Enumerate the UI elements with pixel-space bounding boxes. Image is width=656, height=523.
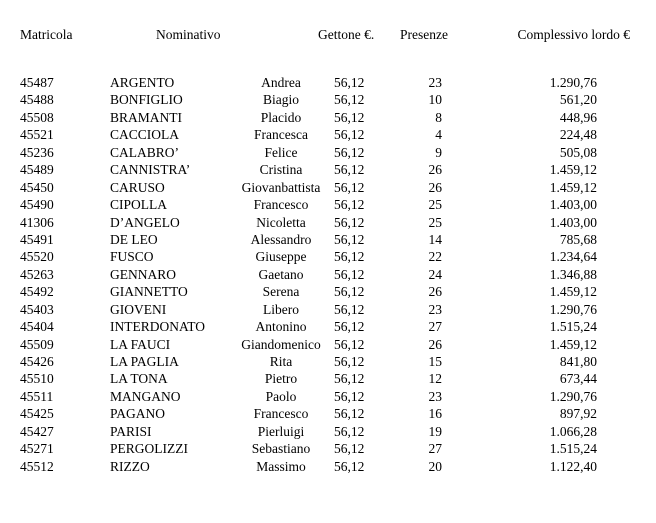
cell-matricola: 45488	[20, 92, 54, 108]
cell-cognome: CARUSO	[110, 179, 165, 195]
cell-matricola: 45491	[20, 231, 54, 247]
cell-matricola: 45425	[20, 406, 54, 422]
cell-cognome: BRAMANTI	[110, 109, 183, 125]
cell-complessivo: 1.459,12	[549, 284, 597, 300]
cell-complessivo: 224,48	[559, 127, 597, 143]
cell-cognome: GIANNETTO	[110, 284, 188, 300]
cell-complessivo: 841,80	[559, 354, 597, 369]
cell-presenze: 10	[428, 92, 442, 108]
cell-nome: Giuseppe	[255, 249, 307, 265]
cell-gettone: 56,12	[334, 336, 365, 352]
cell-matricola: 45426	[20, 354, 54, 369]
cell-cognome: CALABRO’	[110, 144, 180, 160]
cell-matricola: 45490	[20, 197, 54, 213]
cell-nome: Pierluigi	[257, 423, 305, 439]
cell-cognome: PERGOLIZZI	[110, 441, 188, 457]
cell-complessivo: 1.234,64	[549, 249, 597, 265]
cell-matricola: 45427	[20, 423, 54, 439]
cell-nome: Alessandro	[250, 231, 312, 247]
cell-presenze: 27	[428, 319, 442, 335]
table-row	[0, 388, 656, 405]
table-row	[0, 144, 656, 161]
cell-cognome: GENNARO	[110, 266, 176, 282]
table-row	[0, 74, 656, 91]
cell-nome: Andrea	[261, 75, 301, 90]
table-row	[0, 179, 656, 196]
cell-gettone: 56,12	[334, 249, 365, 265]
cell-presenze: 23	[428, 75, 442, 90]
cell-nome: Giandomenico	[241, 336, 321, 352]
cell-gettone: 56,12	[334, 301, 365, 317]
cell-gettone: 56,12	[334, 144, 365, 160]
cell-complessivo: 673,44	[559, 371, 597, 387]
cell-complessivo: 897,92	[559, 406, 597, 422]
cell-gettone: 56,12	[334, 92, 365, 108]
cell-nome: Sebastiano	[251, 441, 311, 457]
cell-matricola: 45521	[20, 127, 54, 143]
cell-gettone: 56,12	[334, 423, 365, 439]
cell-gettone: 56,12	[334, 406, 365, 422]
cell-complessivo: 1.515,24	[549, 441, 597, 457]
cell-matricola: 45403	[20, 301, 54, 317]
cell-gettone: 56,12	[334, 441, 365, 457]
cell-nome: Biagio	[263, 92, 299, 108]
cell-matricola: 45263	[20, 266, 54, 282]
cell-cognome: GIOVENI	[110, 301, 167, 317]
header-presenze: Presenze	[400, 27, 448, 42]
cell-gettone: 56,12	[334, 371, 365, 387]
cell-complessivo: 448,96	[559, 109, 597, 125]
cell-nome: Nicoletta	[256, 214, 306, 230]
cell-presenze: 20	[428, 458, 442, 474]
cell-cognome: LA TONA	[110, 371, 168, 387]
cell-nome: Placido	[260, 109, 302, 125]
cell-complessivo: 785,68	[559, 231, 597, 247]
cell-cognome: INTERDONATO	[110, 319, 205, 335]
cell-matricola: 45520	[20, 249, 54, 265]
cell-matricola: 45492	[20, 284, 54, 300]
cell-complessivo: 1.403,00	[549, 214, 597, 230]
cell-presenze: 24	[428, 266, 442, 282]
cell-presenze: 4	[435, 127, 442, 143]
table-row	[0, 126, 656, 143]
cell-cognome: BONFIGLIO	[110, 92, 183, 108]
cell-gettone: 56,12	[334, 179, 365, 195]
table-body	[0, 74, 656, 475]
cell-presenze: 26	[428, 179, 442, 195]
table-row	[0, 283, 656, 300]
cell-complessivo: 1.403,00	[549, 197, 597, 213]
cell-complessivo: 1.459,12	[549, 162, 597, 178]
table-row	[0, 458, 656, 475]
header-complessivo: Complessivo lordo €	[517, 27, 630, 42]
table-row	[0, 405, 656, 422]
cell-presenze: 23	[428, 388, 442, 404]
cell-cognome: MANGANO	[110, 388, 181, 404]
cell-cognome: DE LEO	[110, 231, 158, 247]
cell-matricola: 45509	[20, 336, 54, 352]
cell-matricola: 45487	[20, 75, 54, 90]
cell-gettone: 56,12	[334, 319, 365, 335]
cell-cognome: CIPOLLA	[110, 197, 167, 213]
cell-presenze: 27	[428, 441, 442, 457]
cell-cognome: RIZZO	[110, 458, 150, 474]
cell-complessivo: 1.290,76	[549, 75, 597, 90]
cell-gettone: 56,12	[334, 284, 365, 300]
cell-complessivo: 1.290,76	[549, 388, 597, 404]
cell-complessivo: 1.290,76	[549, 301, 597, 317]
cell-nome: Serena	[262, 284, 300, 300]
cell-nome: Libero	[263, 301, 299, 317]
cell-nome: Giovanbattista	[241, 179, 321, 195]
cell-gettone: 56,12	[334, 266, 365, 282]
cell-cognome: PAGANO	[110, 406, 166, 422]
cell-complessivo: 561,20	[559, 92, 597, 108]
cell-matricola: 45511	[20, 388, 54, 404]
header-matricola: Matricola	[20, 27, 73, 42]
table-row	[0, 196, 656, 213]
table-row	[0, 91, 656, 108]
cell-nome: Felice	[264, 144, 298, 160]
cell-gettone: 56,12	[334, 75, 365, 90]
table-row	[0, 353, 656, 370]
cell-nome: Massimo	[256, 458, 306, 474]
table-row	[0, 423, 656, 440]
cell-cognome: ARGENTO	[110, 75, 175, 90]
cell-gettone: 56,12	[334, 354, 365, 369]
cell-matricola: 45404	[20, 319, 54, 335]
cell-matricola: 41306	[20, 214, 54, 230]
cell-cognome: CANNISTRA’	[110, 162, 191, 178]
cell-nome: Antonino	[255, 319, 307, 335]
cell-matricola: 45512	[20, 458, 54, 474]
cell-presenze: 8	[435, 109, 442, 125]
cell-complessivo: 505,08	[559, 144, 597, 160]
cell-presenze: 15	[428, 354, 442, 369]
cell-gettone: 56,12	[334, 109, 365, 125]
cell-cognome: CACCIOLA	[110, 127, 180, 143]
cell-presenze: 26	[428, 162, 442, 178]
cell-presenze: 19	[428, 423, 442, 439]
cell-presenze: 22	[428, 249, 442, 265]
table-row	[0, 109, 656, 126]
cell-cognome: LA FAUCI	[110, 336, 171, 352]
cell-gettone: 56,12	[334, 127, 365, 143]
cell-complessivo: 1.515,24	[549, 319, 597, 335]
cell-complessivo: 1.122,40	[549, 458, 597, 474]
table-row	[0, 231, 656, 248]
cell-gettone: 56,12	[334, 162, 365, 178]
cell-cognome: D’ANGELO	[110, 214, 180, 230]
cell-complessivo: 1.346,88	[549, 266, 597, 282]
cell-presenze: 25	[428, 197, 442, 213]
table-row	[0, 248, 656, 265]
table-row	[0, 318, 656, 335]
cell-nome: Pietro	[264, 371, 298, 387]
cell-nome: Cristina	[259, 162, 303, 178]
cell-complessivo: 1.459,12	[549, 179, 597, 195]
cell-presenze: 12	[428, 371, 442, 387]
cell-matricola: 45489	[20, 162, 54, 178]
cell-gettone: 56,12	[334, 214, 365, 230]
table-row	[0, 440, 656, 457]
table-row	[0, 161, 656, 178]
cell-presenze: 16	[428, 406, 442, 422]
cell-presenze: 23	[428, 301, 442, 317]
cell-cognome: PARISI	[110, 423, 152, 439]
cell-cognome: FUSCO	[110, 249, 154, 265]
cell-gettone: 56,12	[334, 231, 365, 247]
cell-presenze: 14	[428, 231, 442, 247]
table-row	[0, 301, 656, 318]
cell-nome: Paolo	[265, 388, 297, 404]
table-row	[0, 336, 656, 353]
table-row	[0, 370, 656, 387]
cell-gettone: 56,12	[334, 458, 365, 474]
header-gettone: Gettone €.	[318, 27, 375, 42]
cell-nome: Francesco	[253, 406, 309, 422]
cell-matricola: 45510	[20, 371, 54, 387]
cell-presenze: 9	[435, 144, 442, 160]
cell-complessivo: 1.459,12	[549, 336, 597, 352]
cell-cognome: LA PAGLIA	[110, 354, 179, 369]
cell-presenze: 25	[428, 214, 442, 230]
cell-matricola: 45236	[20, 144, 54, 160]
cell-matricola: 45271	[20, 441, 54, 457]
header-nominativo: Nominativo	[156, 27, 221, 42]
cell-complessivo: 1.066,28	[549, 423, 597, 439]
cell-presenze: 26	[428, 284, 442, 300]
table-row	[0, 266, 656, 283]
cell-presenze: 26	[428, 336, 442, 352]
cell-nome: Francesca	[254, 127, 308, 143]
cell-matricola: 45450	[20, 179, 54, 195]
cell-nome: Rita	[269, 354, 293, 369]
cell-nome: Francesco	[253, 197, 309, 213]
cell-nome: Gaetano	[258, 266, 304, 282]
cell-matricola: 45508	[20, 109, 54, 125]
table-row	[0, 214, 656, 231]
cell-gettone: 56,12	[334, 388, 365, 404]
cell-gettone: 56,12	[334, 197, 365, 213]
